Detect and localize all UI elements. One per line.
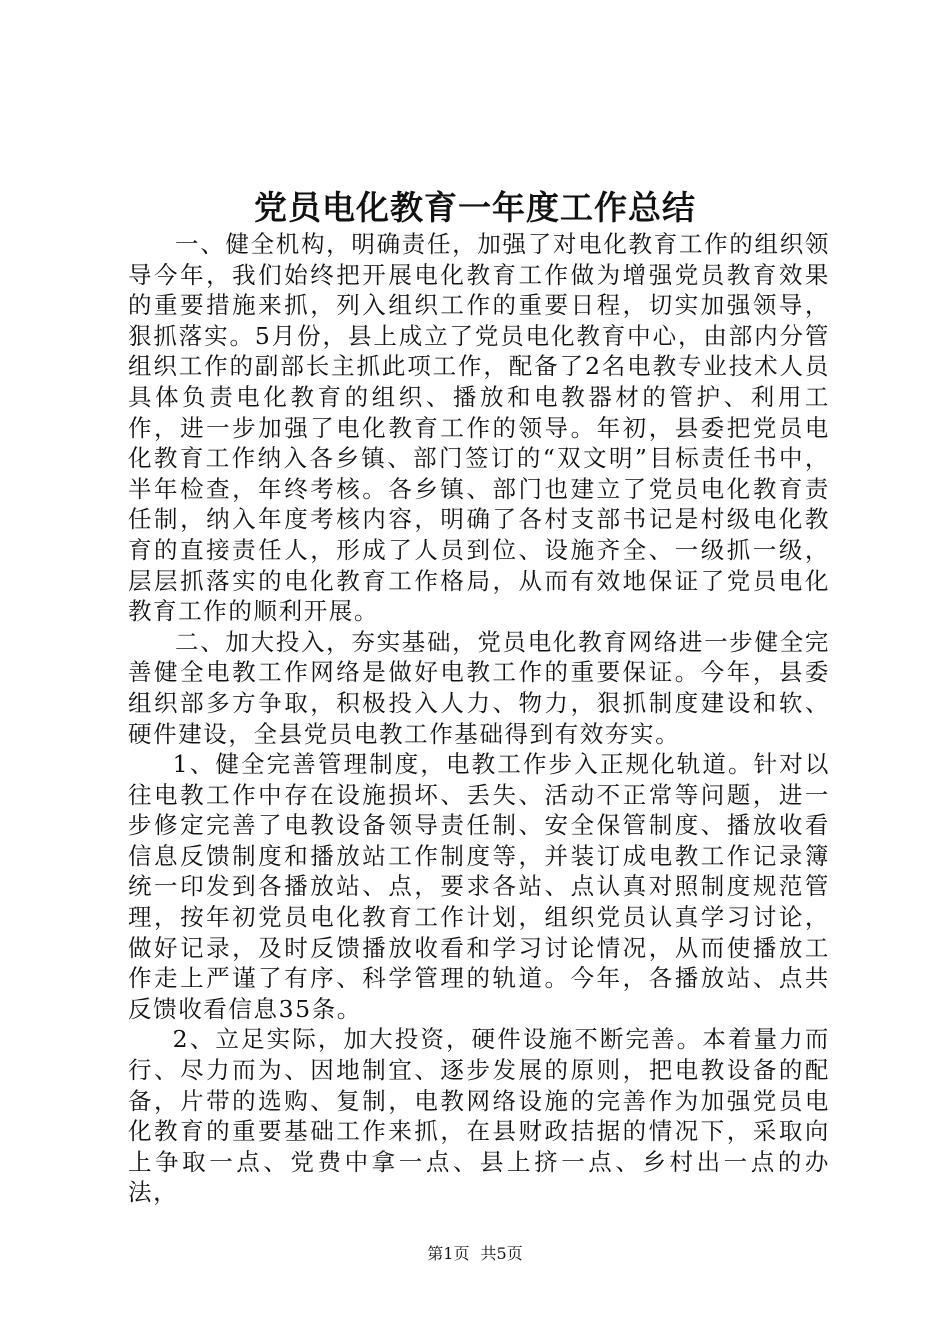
page-footer <box>0 1243 950 1265</box>
document-body <box>128 229 830 1208</box>
paragraph-3: 1、健全完善管理制度，电教工作步入正规化轨道。针对以往电教工作中存在设施损坏、丢失、活动不正常等问题，进一步修定完善了电教设备领导责任制、安全保管制度、播放收看信息反馈制度和播放站工作制度等，并装订成电教工作记录簿统一印发到各播放站、点，要求各站、点认真对照制度规范管理，按年初党员电化教育工作计划，组织党员认真学习讨论，做好记录，及时反馈播放收看和学习讨论情况，从而使播放工作走上严谨了有序、科学管理的轨道。今年，各播放站、点共反馈收看信息35条。 <box>128 750 830 1023</box>
paragraph-2: 二、加大投入，夯实基础，党员电化教育网络进一步健全完善健全电教工作网络是做好电教工作的重要保证。今年，县委组织部多方争取，积极投入人力、物力，狠抓制度建设和软、硬件建设，全县党员电教工作基础得到有效夯实。 <box>128 627 830 748</box>
page-number: 第1页 <box>427 1244 470 1263</box>
paragraph-4: 2、立足实际，加大投资，硬件设施不断完善。本着量力而行、尽力而为、因地制宜、逐步发展的原则，把电教设备的配备，片带的选购、复制，电教网络设施的完善作为加强党员电化教育的重要基础工作来抓，在县财政拮据的情况下，采取向上争取一点、党费中拿一点、县上挤一点、乡村出一点的办法， <box>128 1025 830 1207</box>
page-total: 共5页 <box>480 1244 523 1263</box>
document-title: 党员电化教育一年度工作总结 <box>254 188 696 227</box>
paragraph-1: 一、健全机构，明确责任，加强了对电化教育工作的组织领导今年，我们始终把开展电化教育工作做为增强党员教育效果的重要措施来抓，列入组织工作的重要日程，切实加强领导，狠抓落实。5月份，县上成立了党员电化教育中心，由部内分管组织工作的副部长主抓此项工作，配备了2名电教专业技术人员具体负责电化教育的组织、播放和电教器材的管护、利用工作，进一步加强了电化教育工作的领导。年初，县委把党员电化教育工作纳入各乡镇、部门签订的“双文明”目标责任书中，半年检查，年终考核。各乡镇、部门也建立了党员电化教育责任制，纳入年度考核内容，明确了各村支部书记是村级电化教育的直接责任人，形成了人员到位、设施齐全、一级抓一级，层层抓落实的电化教育工作格局，从而有效地保证了党员电化教育工作的顺利开展。 <box>128 230 830 626</box>
